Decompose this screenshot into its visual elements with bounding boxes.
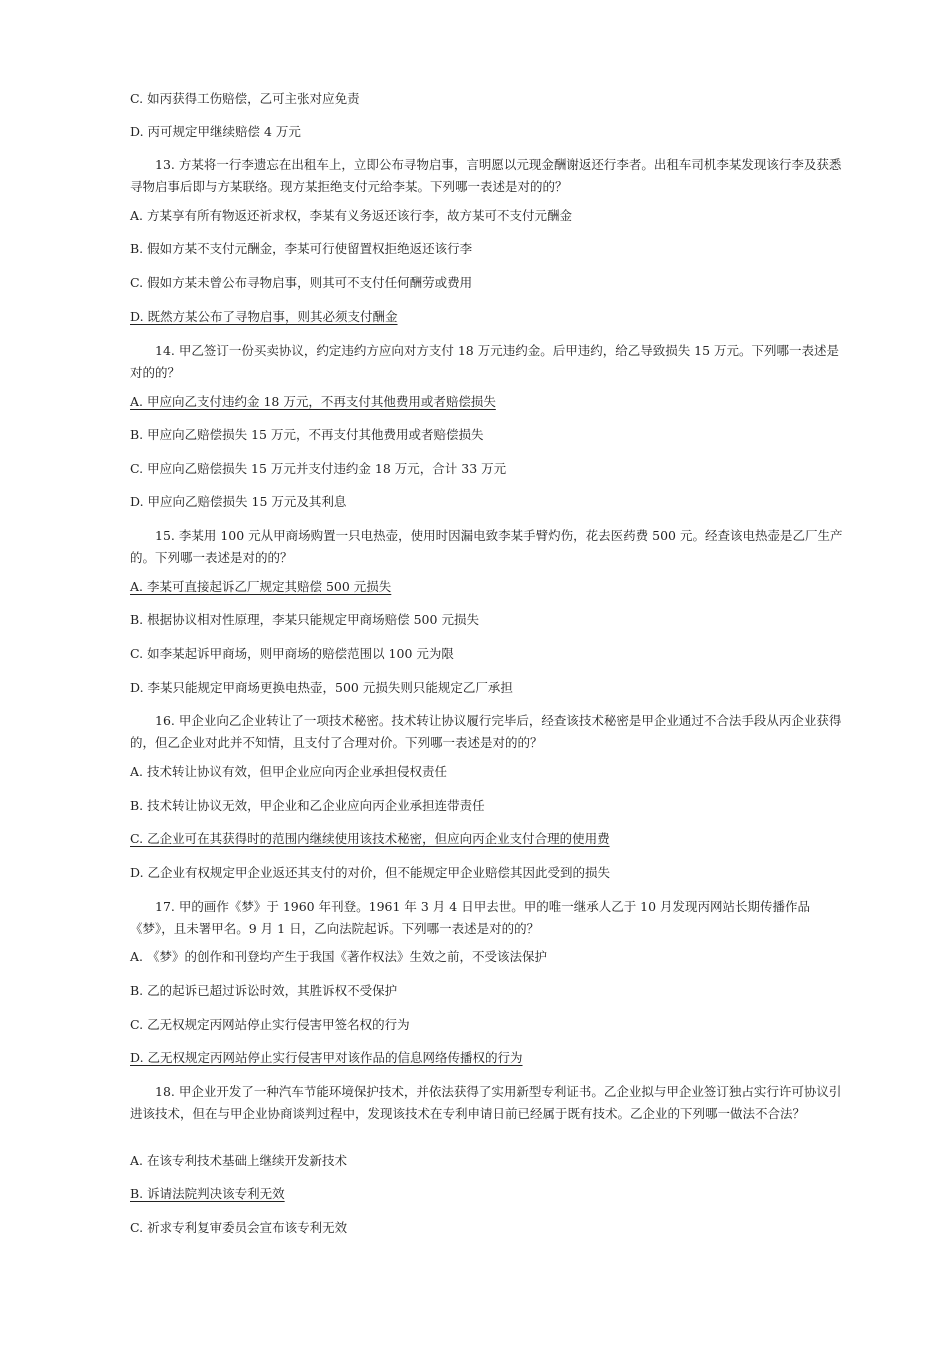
option-text: C. 甲应向乙赔偿损失 15 万元并支付违约金 18 万元，合计 33 万元 [130,461,507,476]
option-text: C. 乙无权规定丙网站停止实行侵害甲签名权的行为 [130,1017,410,1032]
option-text: C. 祈求专利复审委员会宣布该专利无效 [130,1220,348,1235]
option-text: D. 甲应向乙赔偿损失 15 万元及其利息 [130,494,347,509]
question-17: 17. 甲的画作《梦》于 1960 年刊登。1961 年 3 月 4 日甲去世。甲的唯一继承人乙于 10 月发现丙网站长期传播作品《梦》，且未署甲名。9 月 1 日，乙向法院起诉。下列哪一表述是对的的？ [130,899,811,936]
option-text: A. 在该专利技术基础上继续开发新技术 [130,1153,347,1168]
option-text: D. 丙可规定甲继续赔偿 4 万元 [130,124,301,139]
answer-option: A. 李某可直接起诉乙厂规定其赔偿 500 元损失 [130,579,392,594]
option-text: A. 《梦》的创作和刊登均产生于我国《著作权法》生效之前，不受该法保护 [130,949,547,964]
answer-option: D. 乙无权规定丙网站停止实行侵害甲对该作品的信息网络传播权的行为 [130,1050,523,1065]
question-18: 18. 甲企业开发了一种汽车节能环境保护技术，并依法获得了实用新型专利证书。乙企业拟与甲企业签订独占实行许可协议引进该技术，但在与甲企业协商谈判过程中，发现该技术在专利申请日前已经属于既有技术。乙企业的下列哪一做法不合法？ [130,1084,842,1121]
option-text: B. 根据协议相对性原理，李某只能规定甲商场赔偿 500 元损失 [130,612,479,627]
question-16: 16. 甲企业向乙企业转让了一项技术秘密。技术转让协议履行完毕后，经查该技术秘密是甲企业通过不合法手段从丙企业获得的，但乙企业对此并不知情，且支付了合理对价。下列哪一表述是对的的？ [130,713,842,750]
option-text: B. 技术转让协议无效，甲企业和乙企业应向丙企业承担连带责任 [130,798,485,813]
option-text: B. 假如方某不支付元酬金，李某可行使留置权拒绝返还该行李 [130,241,473,256]
question-15: 15. 李某用 100 元从甲商场购置一只电热壶，使用时因漏电致李某手臂灼伤，花去医药费 500 元。经查该电热壶是乙厂生产的。下列哪一表述是对的的？ [130,528,843,565]
option-text: A. 方某享有所有物返还祈求权，李某有义务返还该行李，故方某可不支付元酬金 [130,208,572,223]
option-text: D. 乙企业有权规定甲企业返还其支付的对价，但不能规定甲企业赔偿其因此受到的损失 [130,865,611,880]
question-14: 14. 甲乙签订一份买卖协议，约定违约方应向对方支付 18 万元违约金。后甲违约，给乙导致损失 15 万元。下列哪一表述是对的的？ [130,343,840,380]
option-text: C. 如丙获得工伤赔偿，乙可主张对应免责 [130,91,360,106]
option-text: C. 如李某起诉甲商场，则甲商场的赔偿范围以 100 元为限 [130,646,454,661]
option-text: B. 乙的起诉已超过诉讼时效，其胜诉权不受保护 [130,983,398,998]
question-13: 13. 方某将一行李遗忘在出租车上，立即公布寻物启事，言明愿以元现金酬谢返还行李者。出租车司机李某发现该行李及获悉寻物启事后即与方某联络。现方某拒绝支付元给李某。下列哪一表述是对的的？ [130,157,842,194]
option-text: D. 李某只能规定甲商场更换电热壶，500 元损失则只能规定乙厂承担 [130,680,513,695]
option-text: A. 技术转让协议有效，但甲企业应向丙企业承担侵权责任 [130,764,447,779]
option-text: B. 甲应向乙赔偿损失 15 万元，不再支付其他费用或者赔偿损失 [130,427,484,442]
answer-option: C. 乙企业可在其获得时的范围内继续使用该技术秘密，但应向丙企业支付合理的使用费 [130,831,610,846]
answer-option: D. 既然方某公布了寻物启事，则其必须支付酬金 [130,309,398,324]
answer-option: A. 甲应向乙支付违约金 18 万元，不再支付其他费用或者赔偿损失 [130,394,496,409]
answer-option: B. 诉请法院判决该专利无效 [130,1186,285,1201]
option-text: C. 假如方某未曾公布寻物启事，则其可不支付任何酬劳或费用 [130,275,473,290]
